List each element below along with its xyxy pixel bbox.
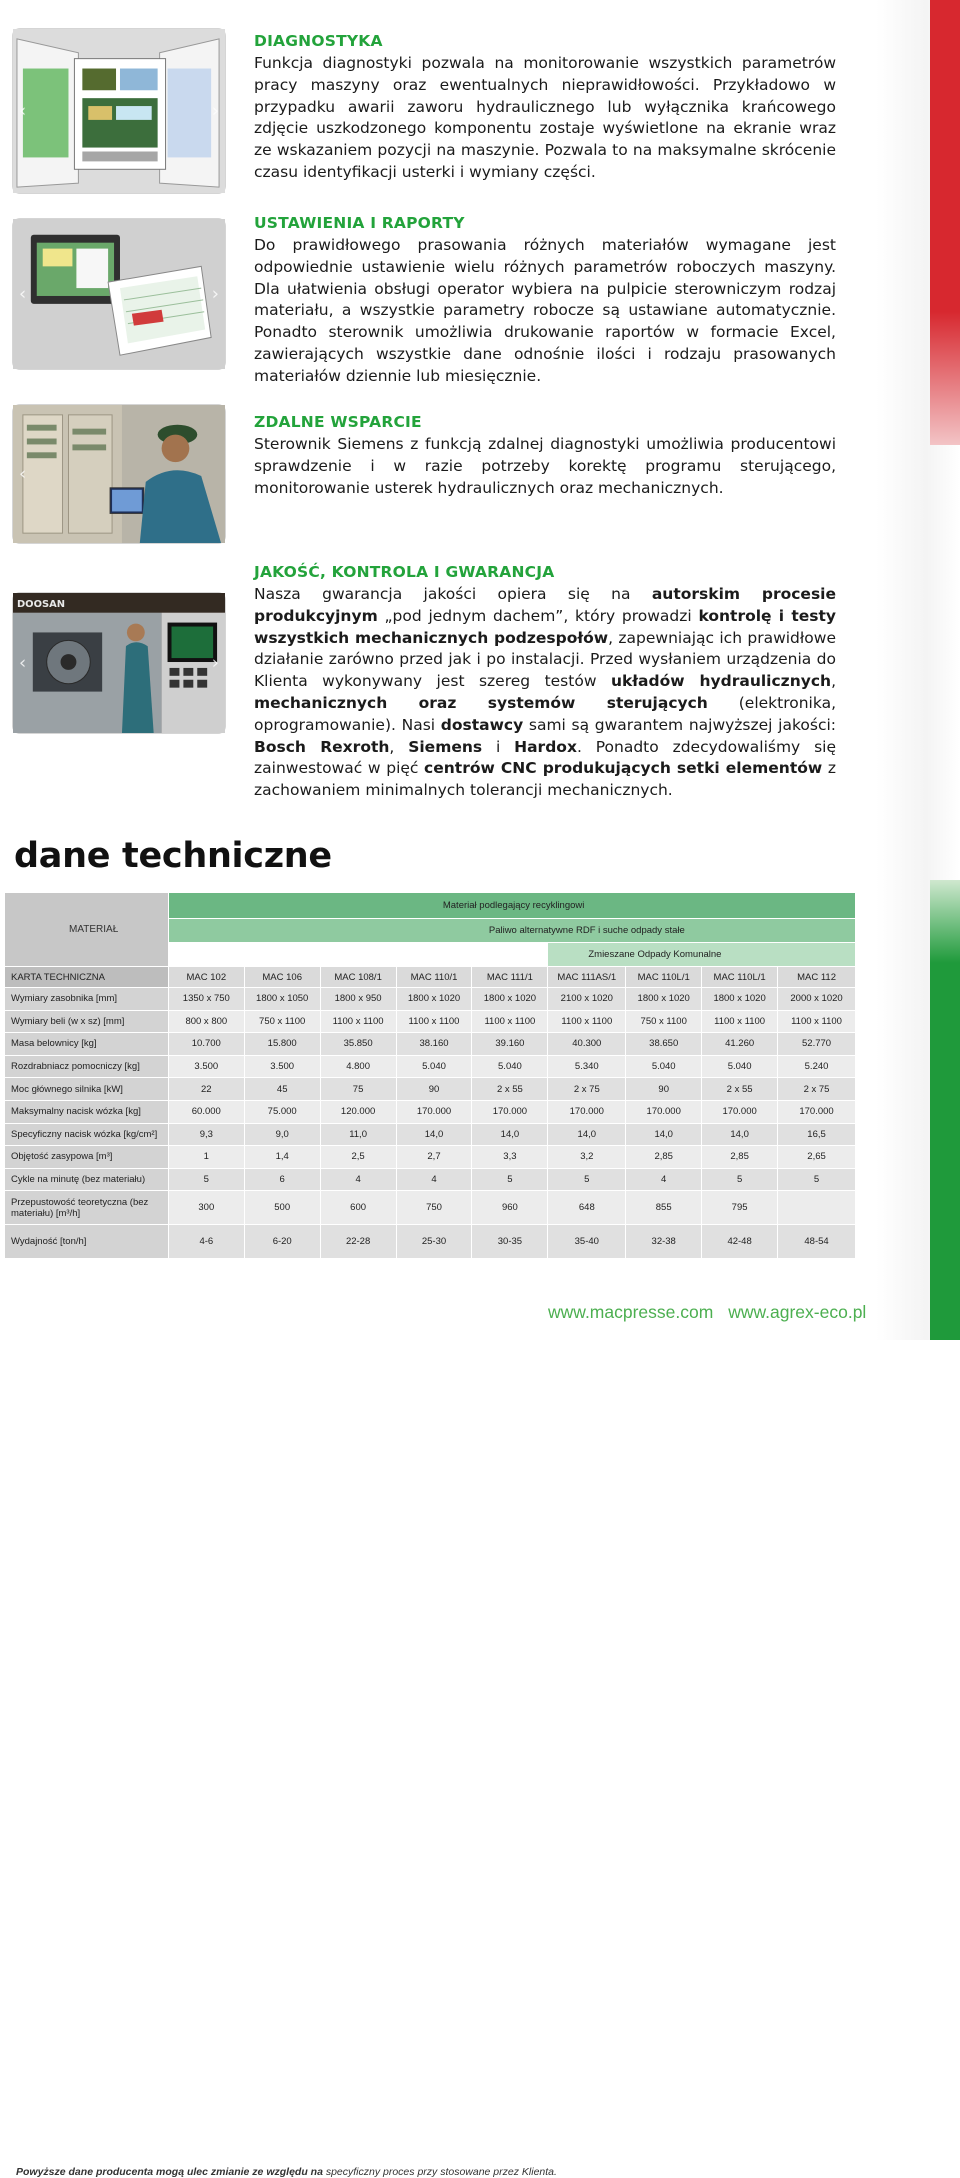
flag-stripe (876, 0, 960, 1340)
table-cell: 4.800 (320, 1055, 396, 1078)
prev-arrow-icon[interactable]: ‹ (19, 100, 27, 122)
table-cell: 170.000 (472, 1100, 548, 1123)
table-cell: 855 (626, 1191, 702, 1225)
prev-arrow-icon[interactable]: ‹ (19, 283, 27, 305)
table-cell: 1,4 (244, 1146, 320, 1169)
table-cell: 30-35 (472, 1225, 548, 1259)
table-cell: 4 (626, 1168, 702, 1191)
text-run: , (389, 737, 409, 756)
table-row (5, 1168, 856, 1191)
table-cell: 6-20 (244, 1225, 320, 1259)
row-label: Wymiary beli (w x sz) [mm] (5, 1010, 169, 1033)
table-cell: 2,5 (320, 1146, 396, 1169)
header-municipal: Zmieszane Odpady Komunalne (548, 943, 856, 967)
material-label: MATERIAŁ (5, 893, 169, 967)
flag-green-band (930, 880, 960, 1340)
table-cell: 14,0 (548, 1123, 626, 1146)
table-cell: 40.300 (548, 1033, 626, 1056)
remote-support-image[interactable] (12, 404, 226, 544)
svg-text:DOOSAN: DOOSAN (16, 598, 66, 610)
table-cell: 5 (702, 1168, 778, 1191)
column-header: MAC 111/1 (472, 967, 548, 988)
table-row (5, 1191, 856, 1225)
table-cell: 25-30 (396, 1225, 472, 1259)
table-cell: 500 (244, 1191, 320, 1225)
table-cell: 38.650 (626, 1033, 702, 1056)
table-cell: 2,85 (702, 1146, 778, 1169)
column-header: MAC 106 (244, 967, 320, 988)
emphasis-text: Siemens (408, 737, 483, 756)
row-label: Specyficzny nacisk wózka [kg/cm²] (5, 1123, 169, 1146)
table-cell: 3.500 (168, 1055, 244, 1078)
table-row (5, 1078, 856, 1101)
section-diagnostyka (254, 32, 836, 184)
table-cell: 2100 x 1020 (548, 988, 626, 1011)
table-cell: 45 (244, 1078, 320, 1101)
row-label: Przepustowość teoretyczna (bez materiału) [m³/h] (5, 1191, 169, 1225)
header-recycling: Materiał podlegający recyklingowi (168, 893, 855, 919)
table-cell: 1800 x 950 (320, 988, 396, 1011)
row-label: Rozdrabniacz pomocniczy [kg] (5, 1055, 169, 1078)
table-cell: 960 (472, 1191, 548, 1225)
flag-red-band (930, 0, 960, 445)
reports-image[interactable] (12, 218, 226, 370)
table-row (5, 1010, 856, 1033)
table-cell: 5.040 (702, 1055, 778, 1078)
table-cell: 6 (244, 1168, 320, 1191)
table-cell: 39.160 (472, 1033, 548, 1056)
text-run: sami są gwarantem najwyższej jakości: (523, 715, 836, 734)
table-cell: 1100 x 1100 (702, 1010, 778, 1033)
column-header: MAC 108/1 (320, 967, 396, 988)
table-cell: 1800 x 1050 (244, 988, 320, 1011)
table-cell: 795 (702, 1191, 778, 1225)
emphasis-text: dostawcy (440, 715, 524, 734)
table-row (5, 1033, 856, 1056)
table-cell: 1350 x 750 (168, 988, 244, 1011)
column-header: MAC 111AS/1 (548, 967, 626, 988)
table-cell: 1800 x 1020 (626, 988, 702, 1011)
section-title: ZDALNE WSPARCIE (254, 413, 422, 431)
table-cell: 4-6 (168, 1225, 244, 1259)
prev-arrow-icon[interactable]: ‹ (19, 463, 27, 485)
text-run: z zachowaniem minimalnych tolerancji mechanicznych. (254, 759, 836, 800)
tech-table-grid (4, 892, 856, 1259)
table-cell: 4 (396, 1168, 472, 1191)
table-cell: 48-54 (778, 1225, 856, 1259)
table-cell: 3,2 (548, 1146, 626, 1169)
table-cell: 648 (548, 1191, 626, 1225)
diagnostics-image[interactable] (12, 28, 226, 194)
table-cell: 35-40 (548, 1225, 626, 1259)
row-label: Cykle na minutę (bez materiału) (5, 1168, 169, 1191)
table-cell: 5.040 (472, 1055, 548, 1078)
table-cell: 170.000 (778, 1100, 856, 1123)
table-cell (778, 1191, 856, 1225)
table-cell: 75.000 (244, 1100, 320, 1123)
row-label: Masa belownicy [kg] (5, 1033, 169, 1056)
emphasis-text: centrów CNC produkujących setki elementów (424, 759, 823, 778)
table-cell: 5 (778, 1168, 856, 1191)
row-label: Moc głównego silnika [kW] (5, 1078, 169, 1101)
table-row (5, 1100, 856, 1123)
table-cell: 60.000 (168, 1100, 244, 1123)
text-run: , zapewniając ich prawidłowe działanie zarówno przed jak i po instalacji. Przed wysłaniem urządzenia do Klienta wykonywany jest szereg testów (254, 628, 836, 691)
table-cell: 14,0 (396, 1123, 472, 1146)
text-run: . Ponadto zdecydowaliśmy się zainwestować w pięć (254, 737, 836, 778)
footer-urls (548, 1302, 874, 1323)
row-label: Wydajność [ton/h] (5, 1225, 169, 1259)
emphasis-text: mechanicznych oraz systemów sterujących (254, 693, 708, 712)
table-cell: 16,5 (778, 1123, 856, 1146)
table-cell: 170.000 (396, 1100, 472, 1123)
table-cell: 35.850 (320, 1033, 396, 1056)
row-label: Wymiary zasobnika [mm] (5, 988, 169, 1011)
table-cell: 2,85 (626, 1146, 702, 1169)
table-cell: 9,3 (168, 1123, 244, 1146)
section-jakosc (254, 563, 836, 802)
row-label: Objętość zasypowa [m³] (5, 1146, 169, 1169)
table-cell: 170.000 (702, 1100, 778, 1123)
table-cell: 2 x 75 (778, 1078, 856, 1101)
table-cell: 5 (472, 1168, 548, 1191)
table-cell: 1100 x 1100 (320, 1010, 396, 1033)
table-row (5, 1225, 856, 1259)
section-ustawienia (254, 214, 836, 388)
section-zdalne-wsparcie (254, 413, 836, 499)
table-cell: 1800 x 1020 (702, 988, 778, 1011)
table-cell: 5.040 (396, 1055, 472, 1078)
table-cell: 14,0 (702, 1123, 778, 1146)
section-title: USTAWIENIA I RAPORTY (254, 214, 465, 232)
table-cell: 5.340 (548, 1055, 626, 1078)
table-cell: 5 (168, 1168, 244, 1191)
table-cell: 32-38 (626, 1225, 702, 1259)
text-run: „pod jednym dachem”, który prowadzi (377, 606, 699, 625)
row-label: Maksymalny nacisk wózka [kg] (5, 1100, 169, 1123)
section-text (254, 584, 836, 802)
table-cell: 41.260 (702, 1033, 778, 1056)
table-cell: 800 x 800 (168, 1010, 244, 1033)
table-cell: 9,0 (244, 1123, 320, 1146)
table-cell: 3.500 (244, 1055, 320, 1078)
table-cell: 10.700 (168, 1033, 244, 1056)
text-run: Nasza gwarancja jakości opiera się na (254, 585, 652, 603)
table-note: Powyższe dane producenta mogą ulec zmianie ze względu na specyficzny proces przy stosowane przez Klienta. (16, 2166, 557, 2178)
cnc-machine-image[interactable] (12, 592, 226, 734)
table-cell: 11,0 (320, 1123, 396, 1146)
table-row (5, 1123, 856, 1146)
emphasis-text: układów hydraulicznych (610, 672, 832, 691)
table-cell: 2 x 55 (472, 1078, 548, 1101)
table-row (5, 988, 856, 1011)
emphasis-text: Hardox (514, 737, 577, 756)
table-row (5, 1055, 856, 1078)
emphasis-text: Bosch Rexroth (254, 737, 390, 756)
emphasis-text: autorskim procesie produkcyjnym (254, 585, 836, 625)
table-cell: 1 (168, 1146, 244, 1169)
table-cell: 2,7 (396, 1146, 472, 1169)
next-arrow-icon[interactable]: › (211, 283, 219, 305)
table-cell: 750 x 1100 (244, 1010, 320, 1033)
text-run: i (482, 737, 515, 756)
table-cell: 14,0 (626, 1123, 702, 1146)
table-cell: 22-28 (320, 1225, 396, 1259)
section-text: Do prawidłowego prasowania różnych materiałów wymagane jest odpowiednie ustawienie wielu różnych parametrów roboczych maszyny. Dla ułatwienia obsługi operator wybiera na pulpicie sterowniczym rodzaj materiału, a wszystkie parametry robocze są ustawiane automatycznie. Ponadto sterownik umożliwia drukowanie raportów w formacie Excel, zawierających wszystkie dane odnośnie ilości i rodzaju prasowanych materiałów dziennie lub miesięcznie. (254, 236, 836, 385)
table-cell: 1800 x 1020 (396, 988, 472, 1011)
table-cell: 14,0 (472, 1123, 548, 1146)
url-macpresse[interactable]: www.macpresse.com (548, 1302, 714, 1322)
table-cell: 1100 x 1100 (396, 1010, 472, 1033)
column-header: MAC 110L/1 (702, 967, 778, 988)
next-arrow-icon[interactable]: › (211, 652, 219, 674)
next-arrow-icon[interactable]: › (211, 100, 219, 122)
prev-arrow-icon[interactable]: ‹ (19, 652, 27, 674)
column-header: MAC 112 (778, 967, 856, 988)
column-header: MAC 110/1 (396, 967, 472, 988)
table-cell: 300 (168, 1191, 244, 1225)
table-cell: 5.040 (626, 1055, 702, 1078)
section-title: DIAGNOSTYKA (254, 32, 383, 50)
table-cell: 15.800 (244, 1033, 320, 1056)
text-run: , (831, 672, 836, 691)
table-cell: 5 (548, 1168, 626, 1191)
table-cell: 90 (626, 1078, 702, 1101)
table-cell: 38.160 (396, 1033, 472, 1056)
table-cell: 2,65 (778, 1146, 856, 1169)
table-cell: 52.770 (778, 1033, 856, 1056)
table-cell: 1100 x 1100 (778, 1010, 856, 1033)
table-cell: 750 x 1100 (626, 1010, 702, 1033)
table-cell: 600 (320, 1191, 396, 1225)
table-cell: 4 (320, 1168, 396, 1191)
table-cell: 2 x 75 (548, 1078, 626, 1101)
table-cell: 2 x 55 (702, 1078, 778, 1101)
tech-data-title: dane techniczne (14, 836, 332, 876)
header-rdf: Paliwo alternatywne RDF i suche odpady stałe (168, 919, 855, 943)
table-cell: 1800 x 1020 (472, 988, 548, 1011)
section-title: JAKOŚĆ, KONTROLA I GWARANCJA (254, 563, 555, 581)
text-run: (elektronika, oprogramowanie). Nasi (254, 693, 836, 734)
table-cell: 1100 x 1100 (548, 1010, 626, 1033)
table-cell: 90 (396, 1078, 472, 1101)
table-cell: 1100 x 1100 (472, 1010, 548, 1033)
table-cell: 22 (168, 1078, 244, 1101)
columns-label: KARTA TECHNICZNA (5, 967, 169, 988)
table-cell: 120.000 (320, 1100, 396, 1123)
table-row (5, 1146, 856, 1169)
table-cell: 2000 x 1020 (778, 988, 856, 1011)
table-cell: 170.000 (626, 1100, 702, 1123)
table-cell: 75 (320, 1078, 396, 1101)
table-cell: 5.240 (778, 1055, 856, 1078)
table-cell: 42-48 (702, 1225, 778, 1259)
url-agrex[interactable]: www.agrex-eco.pl (728, 1302, 867, 1322)
section-text: Sterownik Siemens z funkcją zdalnej diagnostyki umożliwia producentowi sprawdzenie i w razie potrzeby korektę programu sterującego, monitorowanie usterek hydraulicznych oraz mechanicznych. (254, 435, 836, 497)
table-cell: 3,3 (472, 1146, 548, 1169)
table-cell: 170.000 (548, 1100, 626, 1123)
emphasis-text: kontrolę i testy wszystkich mechanicznych podzespołów (254, 606, 836, 647)
column-header: MAC 102 (168, 967, 244, 988)
section-text: Funkcja diagnostyki pozwala na monitorowanie wszystkich parametrów pracy maszyny oraz ewentualnych nieprawidłowości. Przykładowo w przypadku awarii zaworu hydraulicznego lub wyłącznika krańcowego zdjęcie uszkodzonego komponentu zostaje wyświetlone na ekranie wraz ze wskazaniem pozycji na maszynie. Pozwala to na maksymalne skrócenie czasu identyfikacji usterki i wymiany części. (254, 54, 836, 181)
table-cell: 750 (396, 1191, 472, 1225)
column-header: MAC 110L/1 (626, 967, 702, 988)
